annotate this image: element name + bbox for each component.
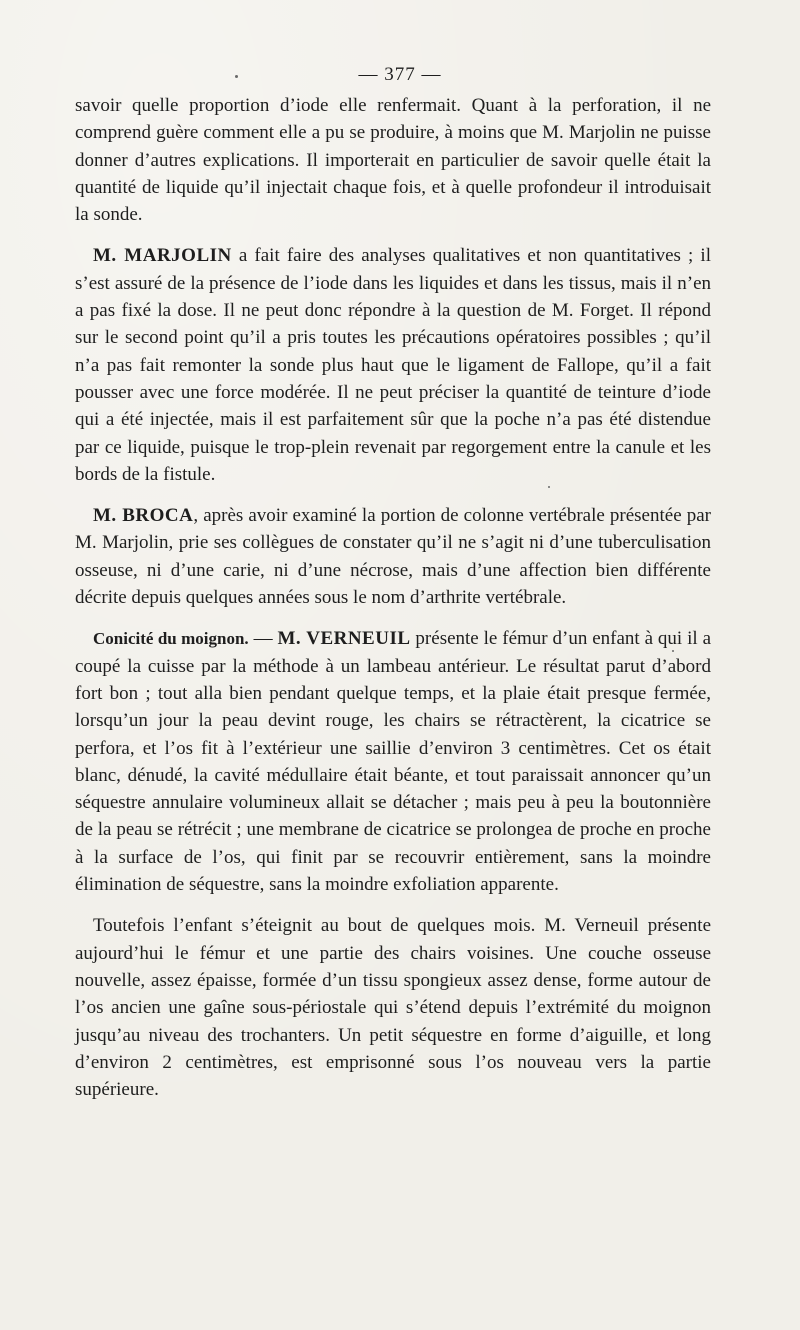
paragraph-toutefois: [75, 912, 711, 1103]
paragraph-verneuil: [75, 625, 711, 898]
paragraph-broca: [75, 502, 711, 611]
page-number: — 377 —: [358, 64, 442, 85]
body-text: [75, 92, 711, 1117]
speaker-name: M. MARJOLIN: [93, 245, 232, 267]
paragraph-text: a fait faire des analyses qualitatives et non quantitatives ; il s’est assuré de la présence de l’iode dans les liquides et dans les tissus, mais il n’en a pas fixé la dose. Il ne peut donc répondre à la question de M. Forget. Il répond sur le second point qu’il a pris toutes les précautions opératoires possibles ; qu’il n’a pas fait remonter la sonde plus haut que le ligament de Fallope, qu’il a fait pousser avec une force modérée. Il ne peut préciser la quantité de teinture d’iode qui a été injectée, mais il est parfaitement sûr que la poche n’a pas été distendue par ce liquide, puisque le trop-plein revenait par regorgement entre la canule et les bords de la fistule.: [75, 245, 711, 485]
ink-speck: [548, 486, 550, 488]
paragraph-continued: [75, 92, 711, 228]
section-heading: Conicité du moignon.: [93, 629, 249, 649]
paragraph-text: savoir quelle proportion d’iode elle renfermait. Quant à la perforation, il ne comprend guère comment elle a pu se produire, à moins que M. Marjolin ne puisse donner d’autres explications. Il importerait en particulier de savoir quelle était la quantité de liquide qu’il injectait chaque fois, et à quelle profondeur il introduisait la sonde.: [75, 95, 711, 226]
dash: —: [248, 628, 278, 650]
paragraph-text: Toutefois l’enfant s’éteignit au bout de quelques mois. M. Verneuil présente aujourd’hui le fémur et une partie des chairs voisines. Une couche osseuse nouvelle, assez épaisse, formée d’un tissu spongieux assez dense, forme autour de l’os ancien une gaîne sous-périostale qui s’étend depuis l’extrémité du moignon jusqu’au niveau des trochanters. Un petit séquestre en forme d’aiguille, et long d’environ 2 centimètres, est emprisonné sous l’os nouveau vers la partie supérieure.: [75, 915, 711, 1101]
paragraph-text: , après avoir examiné la portion de colonne vertébrale présentée par M. Marjolin, prie ses collègues de constater qu’il ne s’agit ni d’une tuberculisation osseuse, ni d’une carie, ni d’une nécrose, mais d’une affection bien différente décrite depuis quelques années sous le nom d’arthrite vertébrale.: [75, 505, 711, 609]
speaker-name: M. BROCA: [93, 505, 194, 527]
ink-speck: [672, 650, 674, 652]
ink-speck: [235, 75, 238, 78]
paragraph-text: présente le fémur d’un enfant à qui il a coupé la cuisse par la méthode à un lambeau antérieur. Le résultat parut d’abord fort bon ; tout alla bien pendant quelque temps, et la plaie était presque fermée, lorsqu’un jour la peau devint rouge, les chairs se rétractèrent, la cicatrice se perfora, et l’os fit à l’extérieur une saillie d’environ 3 centimètres. Cet os était blanc, dénudé, la cavité médullaire était béante, et tout paraissait annoncer qu’un séquestre annulaire volumineux allait se détacher ; mais peu à peu la boutonnière de la peau se rétrécit ; une membrane de cicatrice se prolongea de proche en proche à la surface de l’os, qui finit par se recouvrir entièrement, sans la moindre élimination de séquestre, sans la moindre exfoliation apparente.: [75, 628, 711, 896]
speaker-name: M. VERNEUIL: [277, 628, 411, 650]
paragraph-marjolin: [75, 242, 711, 488]
